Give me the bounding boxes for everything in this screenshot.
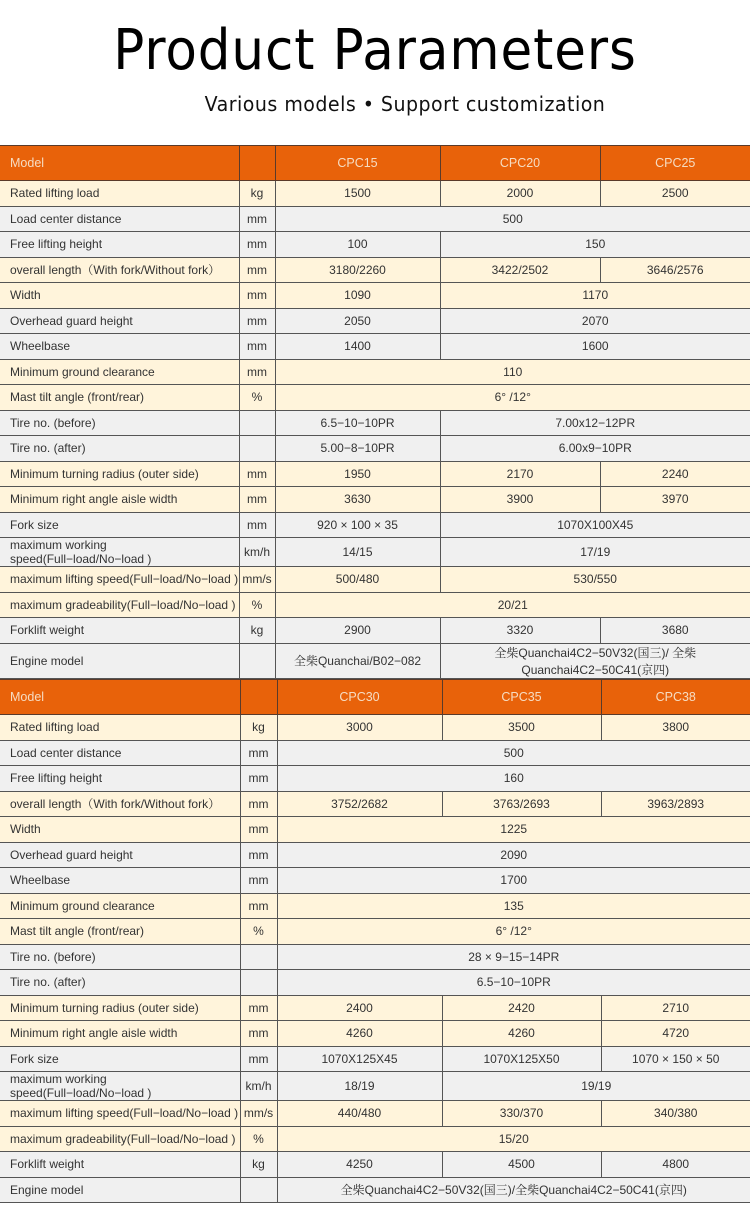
param-label: overall length（With fork/Without fork） xyxy=(0,791,240,817)
param-unit xyxy=(240,970,277,996)
param-value: 2170 xyxy=(440,461,600,487)
param-unit: mm xyxy=(240,842,277,868)
param-value: 20/21 xyxy=(275,592,750,618)
param-value: 530/550 xyxy=(440,567,750,593)
param-value: 6.00x9−10PR xyxy=(440,436,750,462)
param-unit: km/h xyxy=(240,1072,277,1101)
param-value: 2090 xyxy=(277,842,750,868)
param-unit: mm xyxy=(240,1021,277,1047)
param-value: 330/370 xyxy=(442,1101,601,1127)
header-unit-cell xyxy=(239,146,275,181)
param-label: Tire no. (before) xyxy=(0,410,239,436)
param-value: 2900 xyxy=(275,618,440,644)
param-label: Free lifting height xyxy=(0,232,239,258)
table-row xyxy=(0,995,750,1021)
param-label: Mast tilt angle (front/rear) xyxy=(0,919,240,945)
param-label: Wheelbase xyxy=(0,868,240,894)
spec-table-cpc15-25 xyxy=(0,145,750,679)
param-label: Minimum turning radius (outer side) xyxy=(0,461,239,487)
param-value: 135 xyxy=(277,893,750,919)
header-model-cpc38: CPC38 xyxy=(601,680,750,715)
param-value: 2710 xyxy=(601,995,750,1021)
table-row xyxy=(0,487,750,513)
param-value: 1950 xyxy=(275,461,440,487)
table-row xyxy=(0,1072,750,1101)
header-model-cpc25: CPC25 xyxy=(600,146,750,181)
param-value: 3963/2893 xyxy=(601,791,750,817)
param-label: Mast tilt angle (front/rear) xyxy=(0,385,239,411)
param-unit: mm xyxy=(240,791,277,817)
table-row xyxy=(0,334,750,360)
param-value: 2070 xyxy=(440,308,750,334)
param-unit: mm xyxy=(239,461,275,487)
param-value: 19/19 xyxy=(442,1072,750,1101)
table-row xyxy=(0,1021,750,1047)
param-unit xyxy=(239,410,275,436)
param-label: Rated lifting load xyxy=(0,181,239,207)
param-value: 1225 xyxy=(277,817,750,843)
param-value: 3320 xyxy=(440,618,600,644)
table-row xyxy=(0,1126,750,1152)
param-value: 340/380 xyxy=(601,1101,750,1127)
table-row xyxy=(0,868,750,894)
table-row xyxy=(0,567,750,593)
table-row xyxy=(0,1046,750,1072)
param-value: 500 xyxy=(277,740,750,766)
table-row xyxy=(0,970,750,996)
table-row xyxy=(0,944,750,970)
param-unit xyxy=(239,436,275,462)
table-row xyxy=(0,1152,750,1178)
param-value: 2240 xyxy=(600,461,750,487)
param-value: 150 xyxy=(440,232,750,258)
spec-table-body xyxy=(0,680,750,1203)
param-unit: % xyxy=(240,919,277,945)
table-row xyxy=(0,817,750,843)
param-unit xyxy=(240,944,277,970)
param-label: Rated lifting load xyxy=(0,715,240,741)
header-model-cpc15: CPC15 xyxy=(275,146,440,181)
param-unit: mm xyxy=(239,232,275,258)
param-value: 1400 xyxy=(275,334,440,360)
table-row xyxy=(0,643,750,678)
param-value: 110 xyxy=(275,359,750,385)
table-header-row xyxy=(0,680,750,715)
param-value: 500 xyxy=(275,206,750,232)
param-unit xyxy=(239,643,275,678)
table-row xyxy=(0,842,750,868)
table-row xyxy=(0,206,750,232)
param-label: maximum lifting speed(Full−load/No−load ) xyxy=(0,1101,240,1127)
param-label: Minimum right angle aisle width xyxy=(0,487,239,513)
table-row xyxy=(0,740,750,766)
header-model-cpc20: CPC20 xyxy=(440,146,600,181)
param-unit: mm xyxy=(239,487,275,513)
table-row xyxy=(0,618,750,644)
param-value: 1500 xyxy=(275,181,440,207)
param-label: overall length（With fork/Without fork） xyxy=(0,257,239,283)
header-model-label: Model xyxy=(0,146,239,181)
param-label: Overhead guard height xyxy=(0,308,239,334)
param-value: 4500 xyxy=(442,1152,601,1178)
param-unit: mm xyxy=(240,893,277,919)
table-header-row xyxy=(0,146,750,181)
param-value: 7.00x12−12PR xyxy=(440,410,750,436)
param-label: Load center distance xyxy=(0,206,239,232)
param-value: 1070 × 150 × 50 xyxy=(601,1046,750,1072)
param-value: 1090 xyxy=(275,283,440,309)
param-label: Engine model xyxy=(0,643,239,678)
param-unit: km/h xyxy=(239,538,275,567)
spec-table-body xyxy=(0,146,750,679)
param-value: 1600 xyxy=(440,334,750,360)
param-value: 3752/2682 xyxy=(277,791,442,817)
param-value: 1070X125X45 xyxy=(277,1046,442,1072)
param-label: Load center distance xyxy=(0,740,240,766)
param-unit: mm xyxy=(239,308,275,334)
param-value: 4250 xyxy=(277,1152,442,1178)
param-value: 1170 xyxy=(440,283,750,309)
param-value: 2400 xyxy=(277,995,442,1021)
param-value: 6° /12° xyxy=(275,385,750,411)
param-label: maximum gradeability(Full−load/No−load ) xyxy=(0,592,239,618)
param-label: Fork size xyxy=(0,1046,240,1072)
param-value: 6.5−10−10PR xyxy=(275,410,440,436)
param-value: 1070X125X50 xyxy=(442,1046,601,1072)
param-unit: mm xyxy=(239,206,275,232)
param-value: 2420 xyxy=(442,995,601,1021)
table-row xyxy=(0,1101,750,1127)
param-label: Tire no. (after) xyxy=(0,436,239,462)
param-unit: mm xyxy=(240,740,277,766)
param-unit: mm xyxy=(239,283,275,309)
param-label: Engine model xyxy=(0,1177,240,1203)
table-row xyxy=(0,436,750,462)
table-row xyxy=(0,410,750,436)
table-row xyxy=(0,893,750,919)
param-value: 500/480 xyxy=(275,567,440,593)
table-row xyxy=(0,538,750,567)
param-value: 2050 xyxy=(275,308,440,334)
param-value: 160 xyxy=(277,766,750,792)
param-value: 6.5−10−10PR xyxy=(277,970,750,996)
page-title: Product Parameters xyxy=(113,18,637,83)
param-value: 3422/2502 xyxy=(440,257,600,283)
param-unit: kg xyxy=(240,1152,277,1178)
param-value: 4260 xyxy=(277,1021,442,1047)
param-value: 1700 xyxy=(277,868,750,894)
param-unit: % xyxy=(239,592,275,618)
param-label: Minimum ground clearance xyxy=(0,359,239,385)
param-value: 28 × 9−15−14PR xyxy=(277,944,750,970)
table-row xyxy=(0,308,750,334)
param-value: 3180/2260 xyxy=(275,257,440,283)
param-unit: % xyxy=(240,1126,277,1152)
header-model-label: Model xyxy=(0,680,240,715)
table-row xyxy=(0,232,750,258)
param-value: 1070X100X45 xyxy=(440,512,750,538)
param-value: 全柴Quanchai4C2−50V32(国三)/全柴Quanchai4C2−50C41(京四) xyxy=(277,1177,750,1203)
param-label: Fork size xyxy=(0,512,239,538)
spec-table-cpc30-38 xyxy=(0,679,750,1203)
param-label: Overhead guard height xyxy=(0,842,240,868)
param-value: 3970 xyxy=(600,487,750,513)
param-value: 3646/2576 xyxy=(600,257,750,283)
table-row xyxy=(0,512,750,538)
param-value: 440/480 xyxy=(277,1101,442,1127)
param-unit: mm xyxy=(240,817,277,843)
param-unit: mm xyxy=(239,334,275,360)
param-label: Forklift weight xyxy=(0,1152,240,1178)
param-value: 17/19 xyxy=(440,538,750,567)
param-unit: mm/s xyxy=(240,1101,277,1127)
param-value: 3800 xyxy=(601,715,750,741)
param-label: maximum working speed(Full−load/No−load ) xyxy=(0,1072,240,1101)
param-label: maximum gradeability(Full−load/No−load ) xyxy=(0,1126,240,1152)
header-model-cpc35: CPC35 xyxy=(442,680,601,715)
param-label: Forklift weight xyxy=(0,618,239,644)
table-row xyxy=(0,461,750,487)
param-unit xyxy=(240,1177,277,1203)
table-row xyxy=(0,359,750,385)
param-label: Tire no. (before) xyxy=(0,944,240,970)
param-unit: mm xyxy=(240,1046,277,1072)
param-value: 3763/2693 xyxy=(442,791,601,817)
table-row xyxy=(0,791,750,817)
param-value: 3900 xyxy=(440,487,600,513)
param-label: Minimum ground clearance xyxy=(0,893,240,919)
header-unit-cell xyxy=(240,680,277,715)
param-value: 全柴Quanchai/B02−082 xyxy=(275,643,440,678)
page-subtitle: Various models • Support customization xyxy=(204,92,606,116)
param-value: 15/20 xyxy=(277,1126,750,1152)
param-value: 4800 xyxy=(601,1152,750,1178)
param-label: Tire no. (after) xyxy=(0,970,240,996)
param-value: 3000 xyxy=(277,715,442,741)
param-label: Minimum right angle aisle width xyxy=(0,1021,240,1047)
param-value: 18/19 xyxy=(277,1072,442,1101)
param-unit: kg xyxy=(239,618,275,644)
param-label: Width xyxy=(0,283,239,309)
table-row xyxy=(0,181,750,207)
param-label: Minimum turning radius (outer side) xyxy=(0,995,240,1021)
param-value: 3500 xyxy=(442,715,601,741)
header-model-cpc30: CPC30 xyxy=(277,680,442,715)
table-row xyxy=(0,715,750,741)
param-unit: mm xyxy=(239,257,275,283)
param-unit: kg xyxy=(240,715,277,741)
param-unit: mm/s xyxy=(239,567,275,593)
param-unit: kg xyxy=(239,181,275,207)
param-value: 4720 xyxy=(601,1021,750,1047)
param-unit: % xyxy=(239,385,275,411)
param-value: 2500 xyxy=(600,181,750,207)
param-value: 5.00−8−10PR xyxy=(275,436,440,462)
param-unit: mm xyxy=(239,359,275,385)
table-row xyxy=(0,283,750,309)
param-value: 2000 xyxy=(440,181,600,207)
param-value: 6° /12° xyxy=(277,919,750,945)
param-label: maximum lifting speed(Full−load/No−load ) xyxy=(0,567,239,593)
param-value: 3630 xyxy=(275,487,440,513)
param-unit: mm xyxy=(239,512,275,538)
table-row xyxy=(0,766,750,792)
table-row xyxy=(0,257,750,283)
param-label: Free lifting height xyxy=(0,766,240,792)
table-row xyxy=(0,1177,750,1203)
param-unit: mm xyxy=(240,766,277,792)
param-unit: mm xyxy=(240,868,277,894)
param-value: 100 xyxy=(275,232,440,258)
param-value: 920 × 100 × 35 xyxy=(275,512,440,538)
param-unit: mm xyxy=(240,995,277,1021)
table-row xyxy=(0,592,750,618)
param-label: Width xyxy=(0,817,240,843)
table-row xyxy=(0,385,750,411)
param-value: 4260 xyxy=(442,1021,601,1047)
param-value: 全柴Quanchai4C2−50V32(国三)/ 全柴Quanchai4C2−50C41(京四) xyxy=(440,643,750,678)
table-row xyxy=(0,919,750,945)
param-value: 14/15 xyxy=(275,538,440,567)
param-label: maximum working speed(Full−load/No−load ) xyxy=(0,538,239,567)
param-label: Wheelbase xyxy=(0,334,239,360)
param-value: 3680 xyxy=(600,618,750,644)
